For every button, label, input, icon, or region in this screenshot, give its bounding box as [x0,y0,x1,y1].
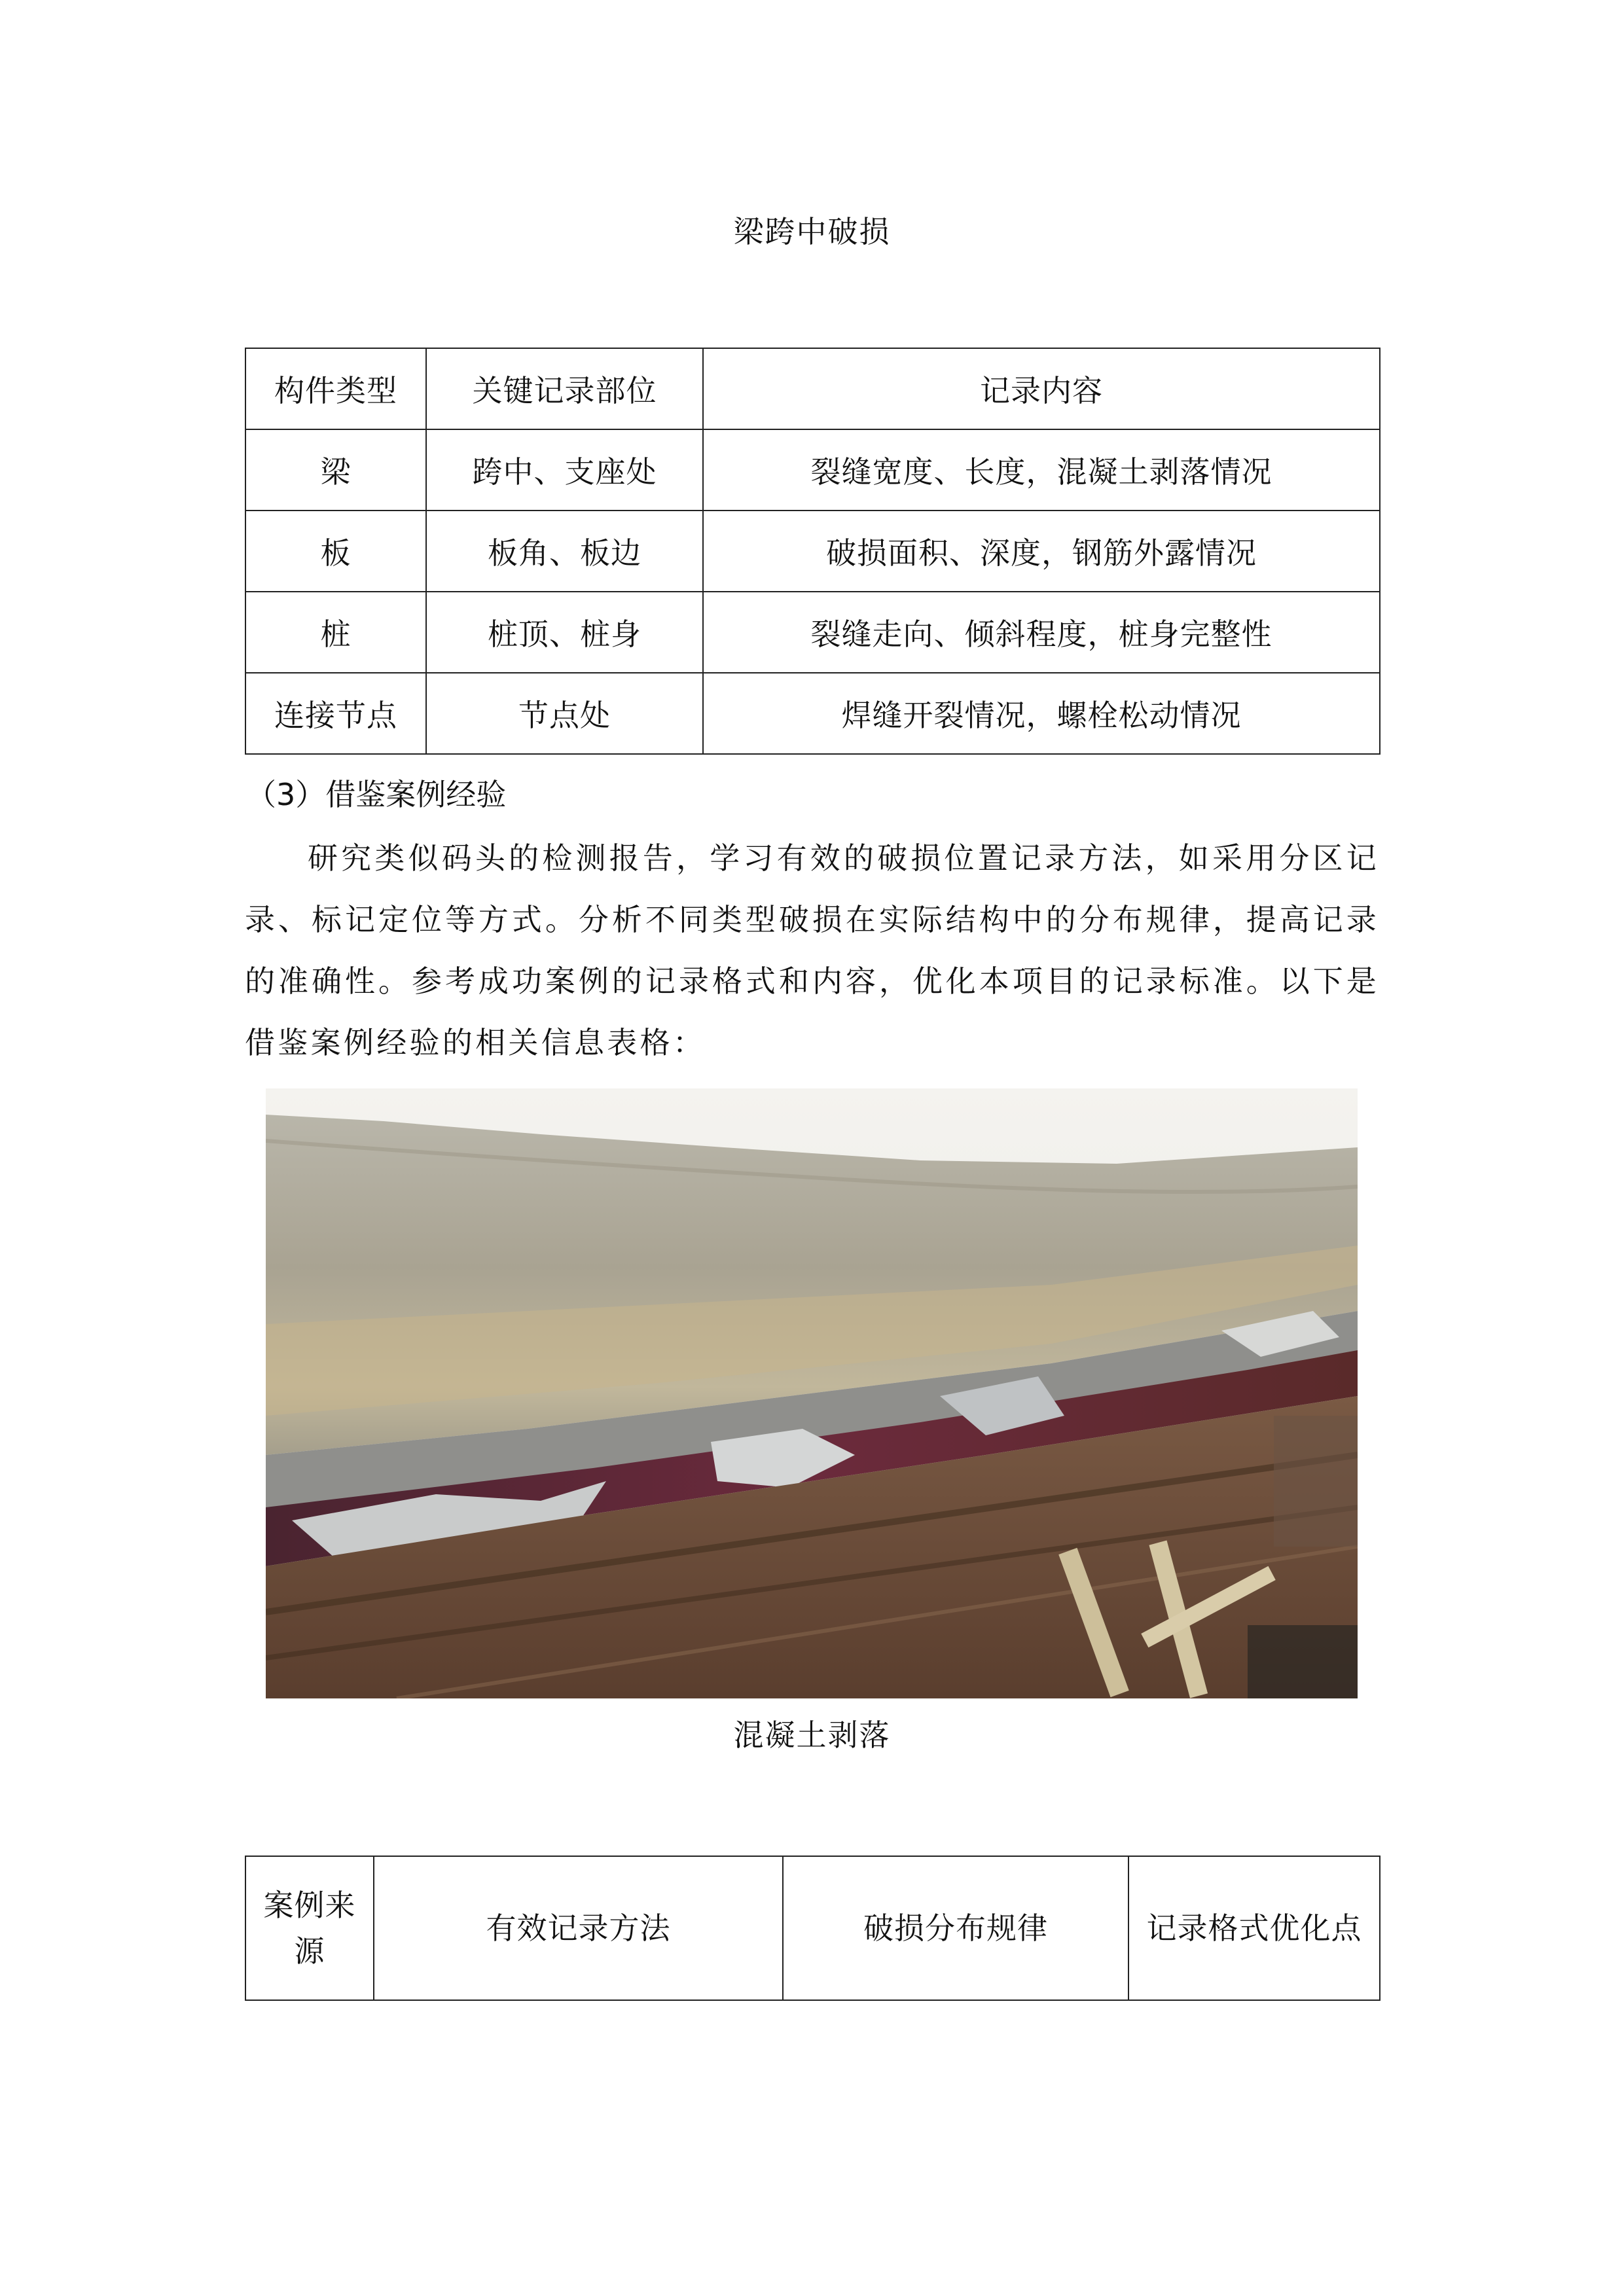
table-cell: 板 [245,511,426,592]
header-cell: 案例来源 [245,1856,374,2000]
table-cell: 连接节点 [245,673,426,754]
table-row [245,592,1380,673]
header-cell: 记录内容 [703,348,1380,429]
table-cell: 焊缝开裂情况，螺栓松动情况 [703,673,1380,754]
table-cell: 跨中、支座处 [426,429,703,511]
header-cell: 破损分布规律 [783,1856,1128,2000]
header-cell: 关键记录部位 [426,348,703,429]
table-header-row [245,348,1380,429]
concrete-spalling-photo [266,1088,1358,1698]
table-cell: 桩 [245,592,426,673]
section-heading: （3）借鉴案例经验 [246,777,507,812]
table-cell: 破损面积、深度，钢筋外露情况 [703,511,1380,592]
table-cell: 裂缝走向、倾斜程度，桩身完整性 [703,592,1380,673]
table-cell: 裂缝宽度、长度，混凝土剥落情况 [703,429,1380,511]
table-cell: 节点处 [426,673,703,754]
header-cell: 记录格式优化点 [1128,1856,1380,2000]
table-row [245,511,1380,592]
header-cell: 有效记录方法 [374,1856,783,2000]
body-paragraph: 研究类似码头的检测报告，学习有效的破损位置记录方法，如采用分区记录、标记定位等方式。分析不同类型破损在实际结构中的分布规律，提高记录的准确性。参考成功案例的记录格式和内容，优化本项目的记录标准。以下是借鉴案例经验的相关信息表格： [245,840,1379,1060]
table-header-row [245,1856,1380,2000]
table-row [245,429,1380,511]
header-cell: 构件类型 [245,348,426,429]
table-row [245,673,1380,754]
table-cell: 桩顶、桩身 [426,592,703,673]
table-cell: 板角、板边 [426,511,703,592]
table-cell: 梁 [245,429,426,511]
figure-caption-top: 梁跨中破损 [733,214,891,249]
damage-record-table [245,348,1380,755]
case-experience-table [245,1856,1380,2001]
photo-caption: 混凝土剥落 [733,1717,891,1753]
